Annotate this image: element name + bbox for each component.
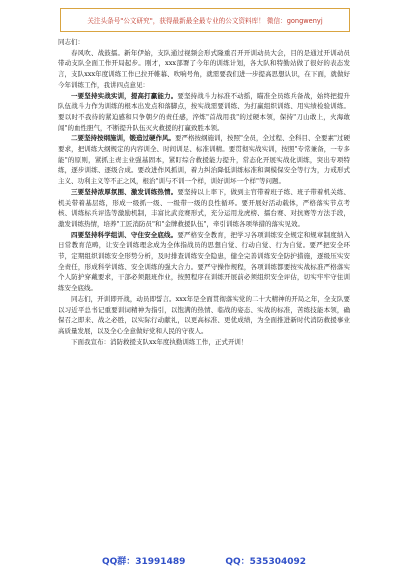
point-2-heading: 二要坚持按纲施训，锻造过硬作风。 [71, 134, 176, 143]
point-3-heading: 三要坚持浓厚氛围、激发训练热情。 [71, 187, 178, 196]
point-4-body: 要严格安全教育，把学习各项训练安全规定和规章制度纳入日常教育范畴，让安全训练理念成为全体指战员的思想自觉、行动自觉、行为自觉。要严把安全环节，定期组织训练安全形势分析，及时排查训练安全隐患，健全完善训练安全防护措施，逐级压实安全责任，形成科学训练、安全训练的强大合力。要严守操作规程，各项训练都要按实战标准严格落实个人防护穿戴要求，干部必须跟班作业，按照程序在训练开展前必须组织安全评估，切实牢牢守住训练安全底线。 [58, 230, 351, 293]
document-body [58, 37, 350, 347]
paragraph-point-3 [58, 187, 350, 230]
qq-number: QQ：535304092 [225, 557, 307, 567]
salutation: 同志们： [58, 38, 84, 46]
point-2-body: 要严格按纲施训，按照"全员，全过程、全科目、全要素"过硬要求，把训练大纲规定的内容训全、时间训足、标准训精。要贯彻实战实训，按照"专常兼备，一专多能"的原则，紧抓主责主业强基固本，紧盯综合救援能力提升，常态化开展实战化训练，突出专项特练，逐步训练、逐级合成。要改进作风抓训，着力纠治降低训练标准和调模保安全等行为，力戒形式主义、功利主义等不正之风，根治"训与不训一个样，训好训坏一个样"等问题。 [58, 134, 351, 186]
point-3-body: 要坚持以上率下，做到主官带着班子练、班子带着机关练、机关带着基层练，形成一级抓一级、一级带一级的良性循环。要开展好活动载体，严格落实节点考核、训练标兵评选等激励机制，丰富比武竞赛形式，充分运用龙虎榜、擂台赛、对抗赛等方法手段，激发训练热情，培养"工匠消防员"和"金牌救援队伍"，牵引训练各项举措的落实见效。 [58, 187, 351, 228]
header-notice: 关注头条号"公文研究"，获得最新最全最专业的公文资料库！ 微信：gongwenyj [87, 17, 323, 25]
header-banner [60, 8, 350, 32]
point-4-heading: 四要坚持科学组训、守住安全底线。 [71, 230, 178, 239]
footer-contacts [0, 554, 408, 567]
qq-group: QQ群：31991489 [101, 557, 186, 567]
paragraph-point-4 [58, 230, 350, 294]
point-1-heading: 一要坚持实战实训，提高打赢能力。 [71, 91, 178, 100]
paragraph-intro: 春风吹、战鼓擂。新年伊始，支队通过视频会形式隆重召开开训动员大会，目的是通过开训动员带动支队全面工作开局起步。刚才，xxx部署了今年的训练计划，各大队和特勤站做了很好的表态发言，支队xxx年度训练工作已拉开帷幕、吹响号角，就需要我们进一步提高思想认识，在下面，就做好今年训练工作，我讲四点意见： [58, 48, 350, 89]
paragraph-closing: 同志们，开训即开战，动员即誓言。xxx年是全面贯彻落实党的二十大精神的开局之年，全支队要以习近平总书记重要训词精神为指引，以饱满的热情、临战的姿态、实战的标准，苦练技能本领，确保召之即来、战之必胜，以实际行动献礼，以更高标准、更优成绩，为全面推进新时代消防救援事业高质量发展，以及全心全意做好党和人民的守夜人。 [58, 294, 350, 335]
paragraph-point-1 [58, 91, 350, 134]
paragraph-announcement: 下面我宣布：消防救援支队xx年度执勤训练工作，正式开训！ [71, 337, 248, 346]
point-1-body: 要坚持战斗力标准不动摇，瞄准全员练兵备战，始终把提升队伍战斗力作为训练的根本出发点和落脚点，按实战需要训练、为打赢组织训练、用实绩检验训练。要以时不我待的紧迫感和只争朝夕的责任感，淬炼"首战用我"的过硬本领，保持"刀山敢上，火海敢闯"的血性胆气，不断提升队伍灭火救援的打赢致胜本领。 [58, 91, 351, 132]
paragraph-point-2 [58, 133, 350, 187]
